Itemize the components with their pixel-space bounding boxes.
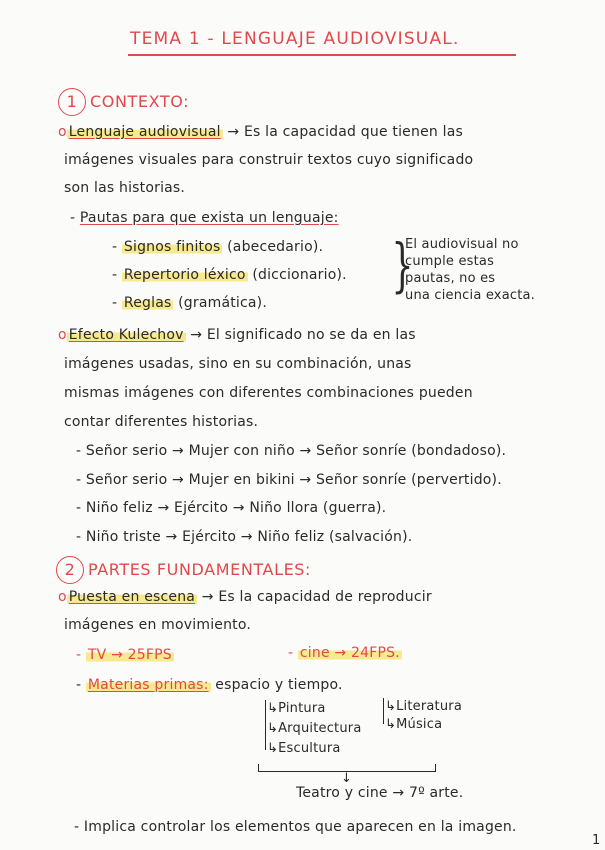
pauta-item: - Reglas (gramática).: [112, 295, 267, 311]
tree-branch: [265, 700, 266, 750]
section-2-heading: [56, 556, 311, 584]
page-title: TEMA 1 - LENGUAJE AUDIOVISUAL.: [130, 29, 460, 49]
curly-brace: }: [391, 231, 414, 299]
example-item: - Señor serio → Mujer con niño → Señor sonríe (bondadoso).: [76, 443, 507, 459]
section-2-number: 2: [56, 556, 84, 584]
title-underline: [128, 54, 516, 56]
brace-note-line: una ciencia exacta.: [405, 288, 536, 303]
term-materias-primas: Materias primas:: [87, 677, 209, 693]
cine-fps: - cine → 24FPS.: [288, 645, 400, 661]
section-1-number: 1: [58, 88, 86, 116]
page-number: 1: [592, 833, 601, 848]
art-item: ↳Literatura: [385, 699, 463, 714]
section-1-heading: [58, 88, 189, 116]
pauta-rest: (diccionario).: [247, 267, 347, 283]
term-efecto-kulechov: Efecto Kulechov: [68, 327, 184, 343]
section-1-title: CONTEXTO:: [90, 92, 190, 111]
pauta-term: Repertorio léxico: [123, 267, 246, 283]
brace-note-line: cumple estas: [405, 254, 495, 269]
bullet-lenguaje: o Lenguaje audiovisual → Es la capacidad que tienen las: [58, 124, 463, 140]
pauta-item: - Signos finitos (abecedario).: [112, 239, 324, 255]
materias-primas-rest: espacio y tiempo.: [215, 677, 343, 693]
art-item: ↳Música: [385, 717, 443, 732]
art-item: ↳Escultura: [267, 741, 341, 756]
bullet-puesta-line1: → Es la capacidad de reproducir: [201, 589, 432, 605]
art-item: ↳Pintura: [267, 701, 326, 716]
pauta-term: Signos finitos: [123, 239, 221, 255]
pauta-rest: (gramática).: [173, 295, 267, 311]
implica-line: - Implica controlar los elementos que aparecen en la imagen.: [74, 819, 517, 835]
pautas-intro: - Pautas para que exista un lenguaje:: [70, 210, 339, 226]
tv-fps: - TV → 25FPS: [76, 647, 172, 663]
example-item: - Niño feliz → Ejército → Niño llora (guerra).: [76, 500, 387, 516]
pauta-item: - Repertorio léxico (diccionario).: [112, 267, 347, 283]
brace-note-line: pautas, no es: [405, 271, 496, 286]
bullet-puesta-line2: imágenes en movimiento.: [64, 617, 252, 633]
section-2-title: PARTES FUNDAMENTALES:: [88, 560, 312, 579]
brace-note-line: El audiovisual no: [405, 237, 519, 252]
bullet-kulechov-line1: → El significado no se da en las: [190, 327, 416, 343]
bullet-lenguaje-line2: imágenes visuales para construir textos cuyo significado: [64, 152, 474, 168]
bracket-right: [435, 764, 436, 772]
pautas-intro-text: Pautas para que exista un lenguaje:: [79, 210, 339, 226]
teatro-cine: Teatro y cine → 7º arte.: [296, 785, 464, 801]
bracket-arrow: ↓: [341, 771, 353, 786]
bullet-kulechov-line4: contar diferentes historias.: [64, 414, 259, 430]
bullet-kulechov-line2: imágenes usadas, sino en su combinación, unas: [64, 356, 412, 372]
example-item: - Señor serio → Mujer en bikini → Señor sonríe (pervertido).: [76, 472, 502, 488]
example-item: - Niño triste → Ejército → Niño feliz (salvación).: [76, 529, 413, 545]
art-item: ↳Arquitectura: [267, 721, 362, 736]
term-lenguaje-audiovisual: Lenguaje audiovisual: [68, 124, 221, 140]
pauta-term: Reglas: [123, 295, 172, 311]
bullet-puesta: o Puesta en escena → Es la capacidad de reproducir: [58, 589, 432, 605]
bullet-lenguaje-line3: son las historias.: [64, 180, 186, 196]
bullet-lenguaje-line1: → Es la capacidad que tienen las: [227, 124, 463, 140]
pauta-rest: (abecedario).: [222, 239, 324, 255]
bullet-kulechov: o Efecto Kulechov → El significado no se da en las: [58, 327, 416, 343]
materias-primas: - Materias primas: espacio y tiempo.: [76, 677, 343, 693]
tree-branch: [383, 698, 384, 724]
term-puesta-en-escena: Puesta en escena: [68, 589, 196, 605]
bullet-kulechov-line3: mismas imágenes con diferentes combinaciones pueden: [64, 385, 473, 401]
